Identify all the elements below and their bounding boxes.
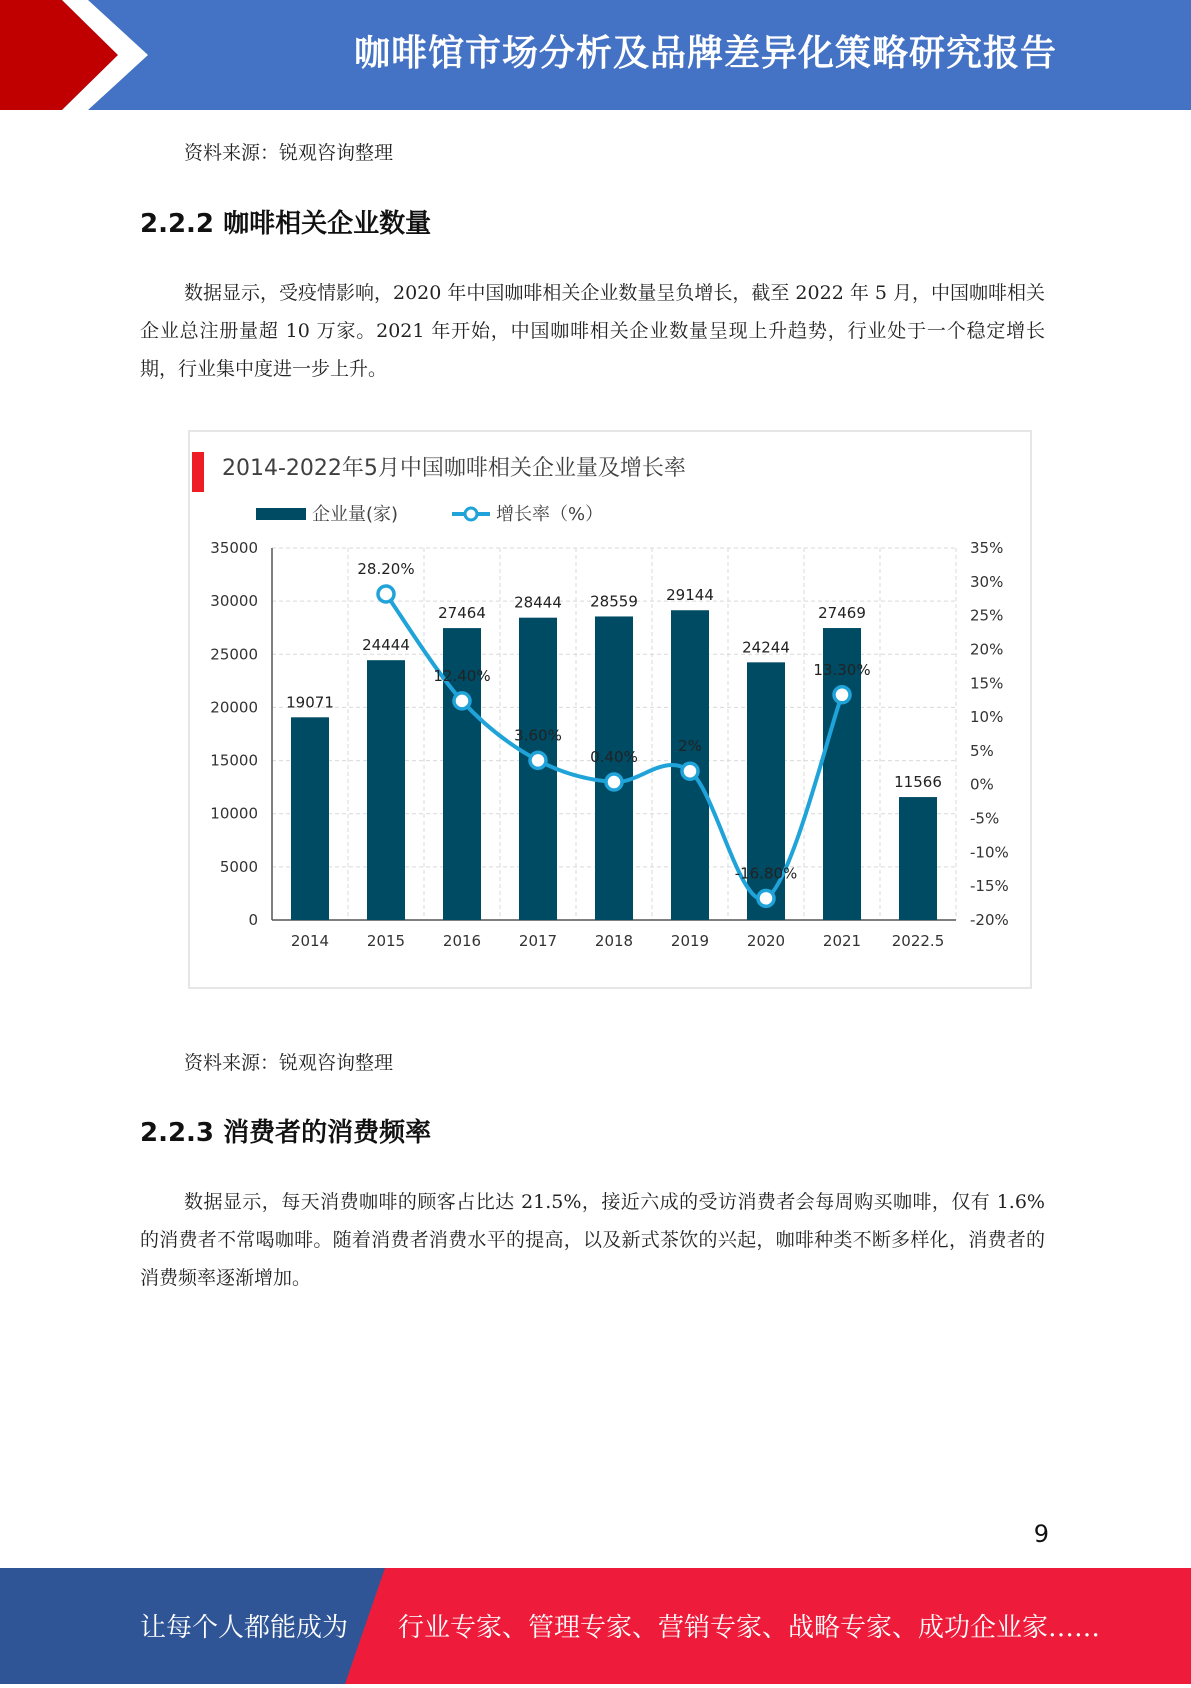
y-left-tick-label: 15000: [210, 751, 258, 770]
growth-rate-label: 13.30%: [813, 660, 871, 679]
bar-enterprise-count: [595, 616, 633, 920]
y-left-tick-label: 0: [248, 911, 258, 929]
x-tick-label: 2016: [442, 932, 482, 950]
bar-value-label: 28444: [514, 593, 562, 612]
growth-rate-point: [530, 752, 546, 768]
section-heading-2-2-3: 2.2.3 消费者的消费频率: [140, 1118, 432, 1148]
x-tick-label: 2015: [366, 932, 406, 950]
growth-rate-point: [682, 763, 698, 779]
chart-title: 2014-2022年5月中国咖啡相关企业量及增长率: [222, 456, 686, 481]
y-right-tick-label: -20%: [970, 911, 1009, 929]
bar-value-label: 11566: [894, 773, 942, 792]
growth-rate-label: 12.40%: [433, 666, 491, 685]
y-right-tick-label: 20%: [970, 640, 1004, 659]
legend-bar-label: 企业量(家): [312, 504, 399, 525]
bar-value-label: 24244: [742, 638, 790, 657]
growth-rate-label: 2%: [678, 737, 702, 756]
y-right-tick-label: -10%: [970, 843, 1009, 862]
bar-enterprise-count: [291, 717, 329, 920]
legend-line-marker: [465, 508, 477, 520]
enterprise-count-chart: [188, 430, 1032, 989]
bar-enterprise-count: [367, 660, 405, 920]
bar-value-label: 27469: [818, 604, 866, 623]
y-left-tick-label: 20000: [210, 698, 258, 717]
bar-value-label: 27464: [438, 604, 486, 623]
growth-rate-point: [758, 890, 774, 906]
x-tick-label: 2014: [290, 932, 330, 950]
growth-rate-point: [454, 693, 470, 709]
growth-rate-point: [378, 586, 394, 602]
y-right-tick-label: -5%: [970, 809, 1000, 828]
x-tick-label: 2022.5: [891, 932, 945, 950]
growth-rate-label: -16.80%: [734, 864, 798, 883]
y-right-tick-label: -15%: [970, 877, 1009, 896]
x-tick-label: 2018: [594, 932, 634, 950]
y-right-tick-label: 10%: [970, 708, 1004, 727]
source-note-bottom: 资料来源：锐观咨询整理: [184, 1052, 394, 1074]
bar-value-label: 24444: [362, 636, 410, 655]
y-left-tick-label: 30000: [210, 592, 258, 611]
x-tick-label: 2019: [670, 932, 710, 950]
page-number: 9: [1033, 1520, 1049, 1548]
legend-line-label: 增长率（%）: [496, 504, 604, 525]
page-footer: [0, 1568, 1191, 1684]
source-note-top: 资料来源：锐观咨询整理: [184, 142, 394, 164]
bar-value-label: 19071: [286, 693, 334, 712]
report-title: 咖啡馆市场分析及品牌差异化策略研究报告: [353, 33, 1057, 74]
section-heading-2-2-2: 2.2.2 咖啡相关企业数量: [140, 209, 432, 239]
section-2-2-2-paragraph: 数据显示，受疫情影响，2020 年中国咖啡相关企业数量呈负增长，截至 2022 年 5 月，中国咖啡相关企业总注册量超 10 万家。2021 年开始，中国咖啡相关企业数量呈现上升趋势，行业处于一个稳定增长期，行业集中度进一步上升。: [140, 282, 1045, 380]
x-tick-label: 2020: [746, 932, 786, 950]
x-tick-label: 2017: [518, 932, 558, 950]
y-left-tick-label: 35000: [210, 539, 258, 557]
section-2-2-3-paragraph: 数据显示，每天消费咖啡的顾客占比达 21.5%，接近六成的受访消费者会每周购买咖啡，仅有 1.6%的消费者不常喝咖啡。随着消费者消费水平的提高，以及新式茶饮的兴起，咖啡种类不断多样化，消费者的消费频率逐渐增加。: [140, 1191, 1045, 1289]
y-right-tick-label: 25%: [970, 606, 1004, 625]
growth-rate-point: [606, 774, 622, 790]
chart-canvas: [190, 432, 1030, 987]
header-arrow-decoration: [0, 0, 240, 110]
y-right-tick-label: 35%: [970, 539, 1004, 557]
footer-slogan-left: 让每个人都能成为: [140, 1613, 349, 1643]
growth-rate-point: [834, 687, 850, 703]
footer-slogan-right: 行业专家、管理专家、营销专家、战略专家、成功企业家……: [398, 1613, 1101, 1643]
bar-enterprise-count: [899, 797, 937, 920]
bar-value-label: 28559: [590, 592, 638, 611]
y-right-tick-label: 15%: [970, 674, 1004, 693]
legend-bar-swatch: [256, 508, 306, 520]
page-header: [0, 0, 1191, 110]
y-left-tick-label: 25000: [210, 645, 258, 664]
y-left-tick-label: 5000: [219, 857, 258, 876]
y-right-tick-label: 30%: [970, 572, 1004, 591]
x-tick-label: 2021: [822, 932, 862, 950]
growth-rate-label: 0.40%: [590, 748, 638, 767]
growth-rate-label: 3.60%: [514, 726, 562, 745]
y-right-tick-label: 5%: [970, 741, 994, 760]
bar-value-label: 29144: [666, 586, 714, 605]
y-right-tick-label: 0%: [970, 775, 994, 794]
growth-rate-label: 28.20%: [357, 559, 415, 578]
y-left-tick-label: 10000: [210, 804, 258, 823]
chart-title-accent: [192, 452, 204, 492]
